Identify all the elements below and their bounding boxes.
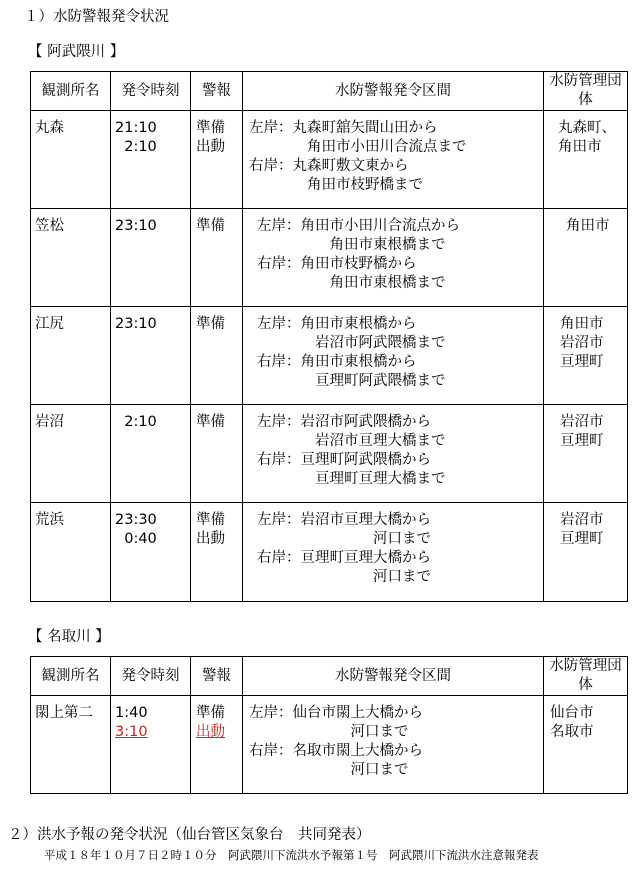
- range-line: 左岸：角田市東根橋から: [257, 316, 417, 332]
- org-name: 角田市: [558, 139, 602, 155]
- warning-cell: [191, 405, 243, 503]
- range-cell: [243, 307, 544, 405]
- org-name: 丸森町、: [558, 120, 616, 136]
- range-line: 右岸：丸森町敷文東から: [249, 158, 409, 174]
- range-line: 角田市小田川合流点まで: [249, 139, 467, 155]
- issue-time: 21:10: [115, 120, 157, 136]
- warning-level: 準備: [196, 705, 225, 721]
- range-line: 岩沼市亘理大橋まで: [257, 433, 446, 449]
- natori-warning-table: [30, 656, 628, 794]
- org-name: 角田市: [566, 218, 610, 234]
- range-line: 角田市枝野橋まで: [249, 177, 423, 193]
- warning-level: 出動: [196, 531, 225, 547]
- org-name: 角田市: [560, 316, 604, 332]
- header-org: 水防管理団体: [544, 657, 628, 696]
- org-cell: [544, 503, 628, 602]
- station-cell: [31, 209, 111, 307]
- header-time: 発令時刻: [111, 657, 191, 696]
- range-line: 右岸：亘理町亘理大橋から: [257, 550, 431, 566]
- range-cell: [243, 405, 544, 503]
- org-name: 岩沼市: [560, 335, 604, 351]
- section1-title: １）水防警報発令状況: [24, 9, 169, 25]
- section2-title: ２）洪水予報の発令状況（仙台管区気象台 共同発表）: [8, 827, 371, 843]
- table-row: [31, 696, 628, 794]
- warning-level: 出動: [196, 139, 225, 155]
- warning-level-updated: 出動: [196, 724, 225, 740]
- range-line: 左岸：仙台市閖上大橋から: [249, 705, 423, 721]
- warning-cell: [191, 209, 243, 307]
- warning-level: 準備: [196, 512, 225, 528]
- abukuma-warning-table: [30, 71, 628, 602]
- river-label-natori: 【 名取川 】: [28, 629, 110, 645]
- range-line: 河口まで: [249, 762, 409, 778]
- org-name: 仙台市: [550, 705, 594, 721]
- org-cell: [544, 111, 628, 209]
- station-name: 丸森: [35, 120, 64, 136]
- issue-time-updated: 3:10: [115, 724, 148, 740]
- org-cell: [544, 405, 628, 503]
- time-cell: [111, 503, 191, 602]
- range-line: 右岸：名取市閖上大橋から: [249, 743, 423, 759]
- header-range: 水防警報発令区間: [243, 657, 544, 696]
- river-label-abukuma: 【 阿武隈川 】: [28, 44, 125, 60]
- warning-level: 準備: [196, 316, 225, 332]
- warning-level: 準備: [196, 218, 225, 234]
- warning-level: 準備: [196, 414, 225, 430]
- station-cell: [31, 405, 111, 503]
- range-line: 右岸：角田市東根橋から: [257, 354, 417, 370]
- time-cell: [111, 696, 191, 794]
- station-cell: [31, 111, 111, 209]
- header-org: 水防管理団体: [544, 72, 628, 111]
- header-range: 水防警報発令区間: [243, 72, 544, 111]
- station-name: 荒浜: [35, 512, 64, 528]
- station-name: 江尻: [35, 316, 64, 332]
- org-name: 名取市: [550, 724, 594, 740]
- range-cell: [243, 696, 544, 794]
- issue-time: 2:10: [115, 414, 157, 430]
- range-line: 左岸：丸森町舘矢間山田から: [249, 120, 438, 136]
- org-cell: [544, 696, 628, 794]
- time-cell: [111, 307, 191, 405]
- header-time: 発令時刻: [111, 72, 191, 111]
- range-line: 河口まで: [249, 724, 409, 740]
- table-header-row: [31, 72, 628, 111]
- time-cell: [111, 209, 191, 307]
- time-cell: [111, 405, 191, 503]
- table-row: [31, 307, 628, 405]
- header-station: 観測所名: [31, 657, 111, 696]
- org-name: 岩沼市: [560, 512, 604, 528]
- station-name: 岩沼: [35, 414, 64, 430]
- station-cell: [31, 307, 111, 405]
- station-cell: [31, 503, 111, 602]
- range-line: 亘理町亘理大橋まで: [257, 471, 446, 487]
- issue-time: 23:10: [115, 316, 157, 332]
- header-station: 観測所名: [31, 72, 111, 111]
- flood-forecast-line: 平成１８年１０月７日２時１０分 阿武隈川下流洪水予報第１号 阿武隈川下流洪水注意報発表: [44, 848, 539, 862]
- org-cell: [544, 307, 628, 405]
- table-row: [31, 209, 628, 307]
- warning-cell: [191, 503, 243, 602]
- issue-time: 0:40: [115, 531, 157, 547]
- station-cell: [31, 696, 111, 794]
- range-cell: [243, 209, 544, 307]
- range-line: 左岸：角田市小田川合流点から: [257, 218, 460, 234]
- org-name: 亘理町: [560, 354, 604, 370]
- org-cell: [544, 209, 628, 307]
- issue-time: 1:40: [115, 705, 148, 721]
- range-line: 角田市東根橋まで: [257, 275, 446, 291]
- range-line: 角田市東根橋まで: [257, 237, 446, 253]
- table-row: [31, 111, 628, 209]
- range-cell: [243, 111, 544, 209]
- range-line: 亘理町阿武隈橋まで: [257, 373, 446, 389]
- range-line: 左岸：岩沼市阿武隈橋から: [257, 414, 431, 430]
- header-warning: 警報: [191, 72, 243, 111]
- warning-cell: [191, 696, 243, 794]
- warning-cell: [191, 111, 243, 209]
- station-name: 閖上第二: [35, 705, 93, 721]
- range-line: 左岸：岩沼市亘理大橋から: [257, 512, 431, 528]
- table-header-row: [31, 657, 628, 696]
- org-name: 岩沼市: [560, 414, 604, 430]
- warning-cell: [191, 307, 243, 405]
- time-cell: [111, 111, 191, 209]
- range-cell: [243, 503, 544, 602]
- table-row: [31, 503, 628, 602]
- station-name: 笠松: [35, 218, 64, 234]
- header-warning: 警報: [191, 657, 243, 696]
- issue-time: 23:30: [115, 512, 157, 528]
- issue-time: 23:10: [115, 218, 157, 234]
- range-line: 岩沼市阿武隈橋まで: [257, 335, 446, 351]
- table-row: [31, 405, 628, 503]
- range-line: 河口まで: [257, 531, 431, 547]
- range-line: 右岸：亘理町阿武隈橋から: [257, 452, 431, 468]
- range-line: 河口まで: [257, 569, 431, 585]
- org-name: 亘理町: [560, 531, 604, 547]
- org-name: 亘理町: [560, 433, 604, 449]
- issue-time: 2:10: [115, 139, 157, 155]
- warning-level: 準備: [196, 120, 225, 136]
- range-line: 右岸：角田市枝野橋から: [257, 256, 417, 272]
